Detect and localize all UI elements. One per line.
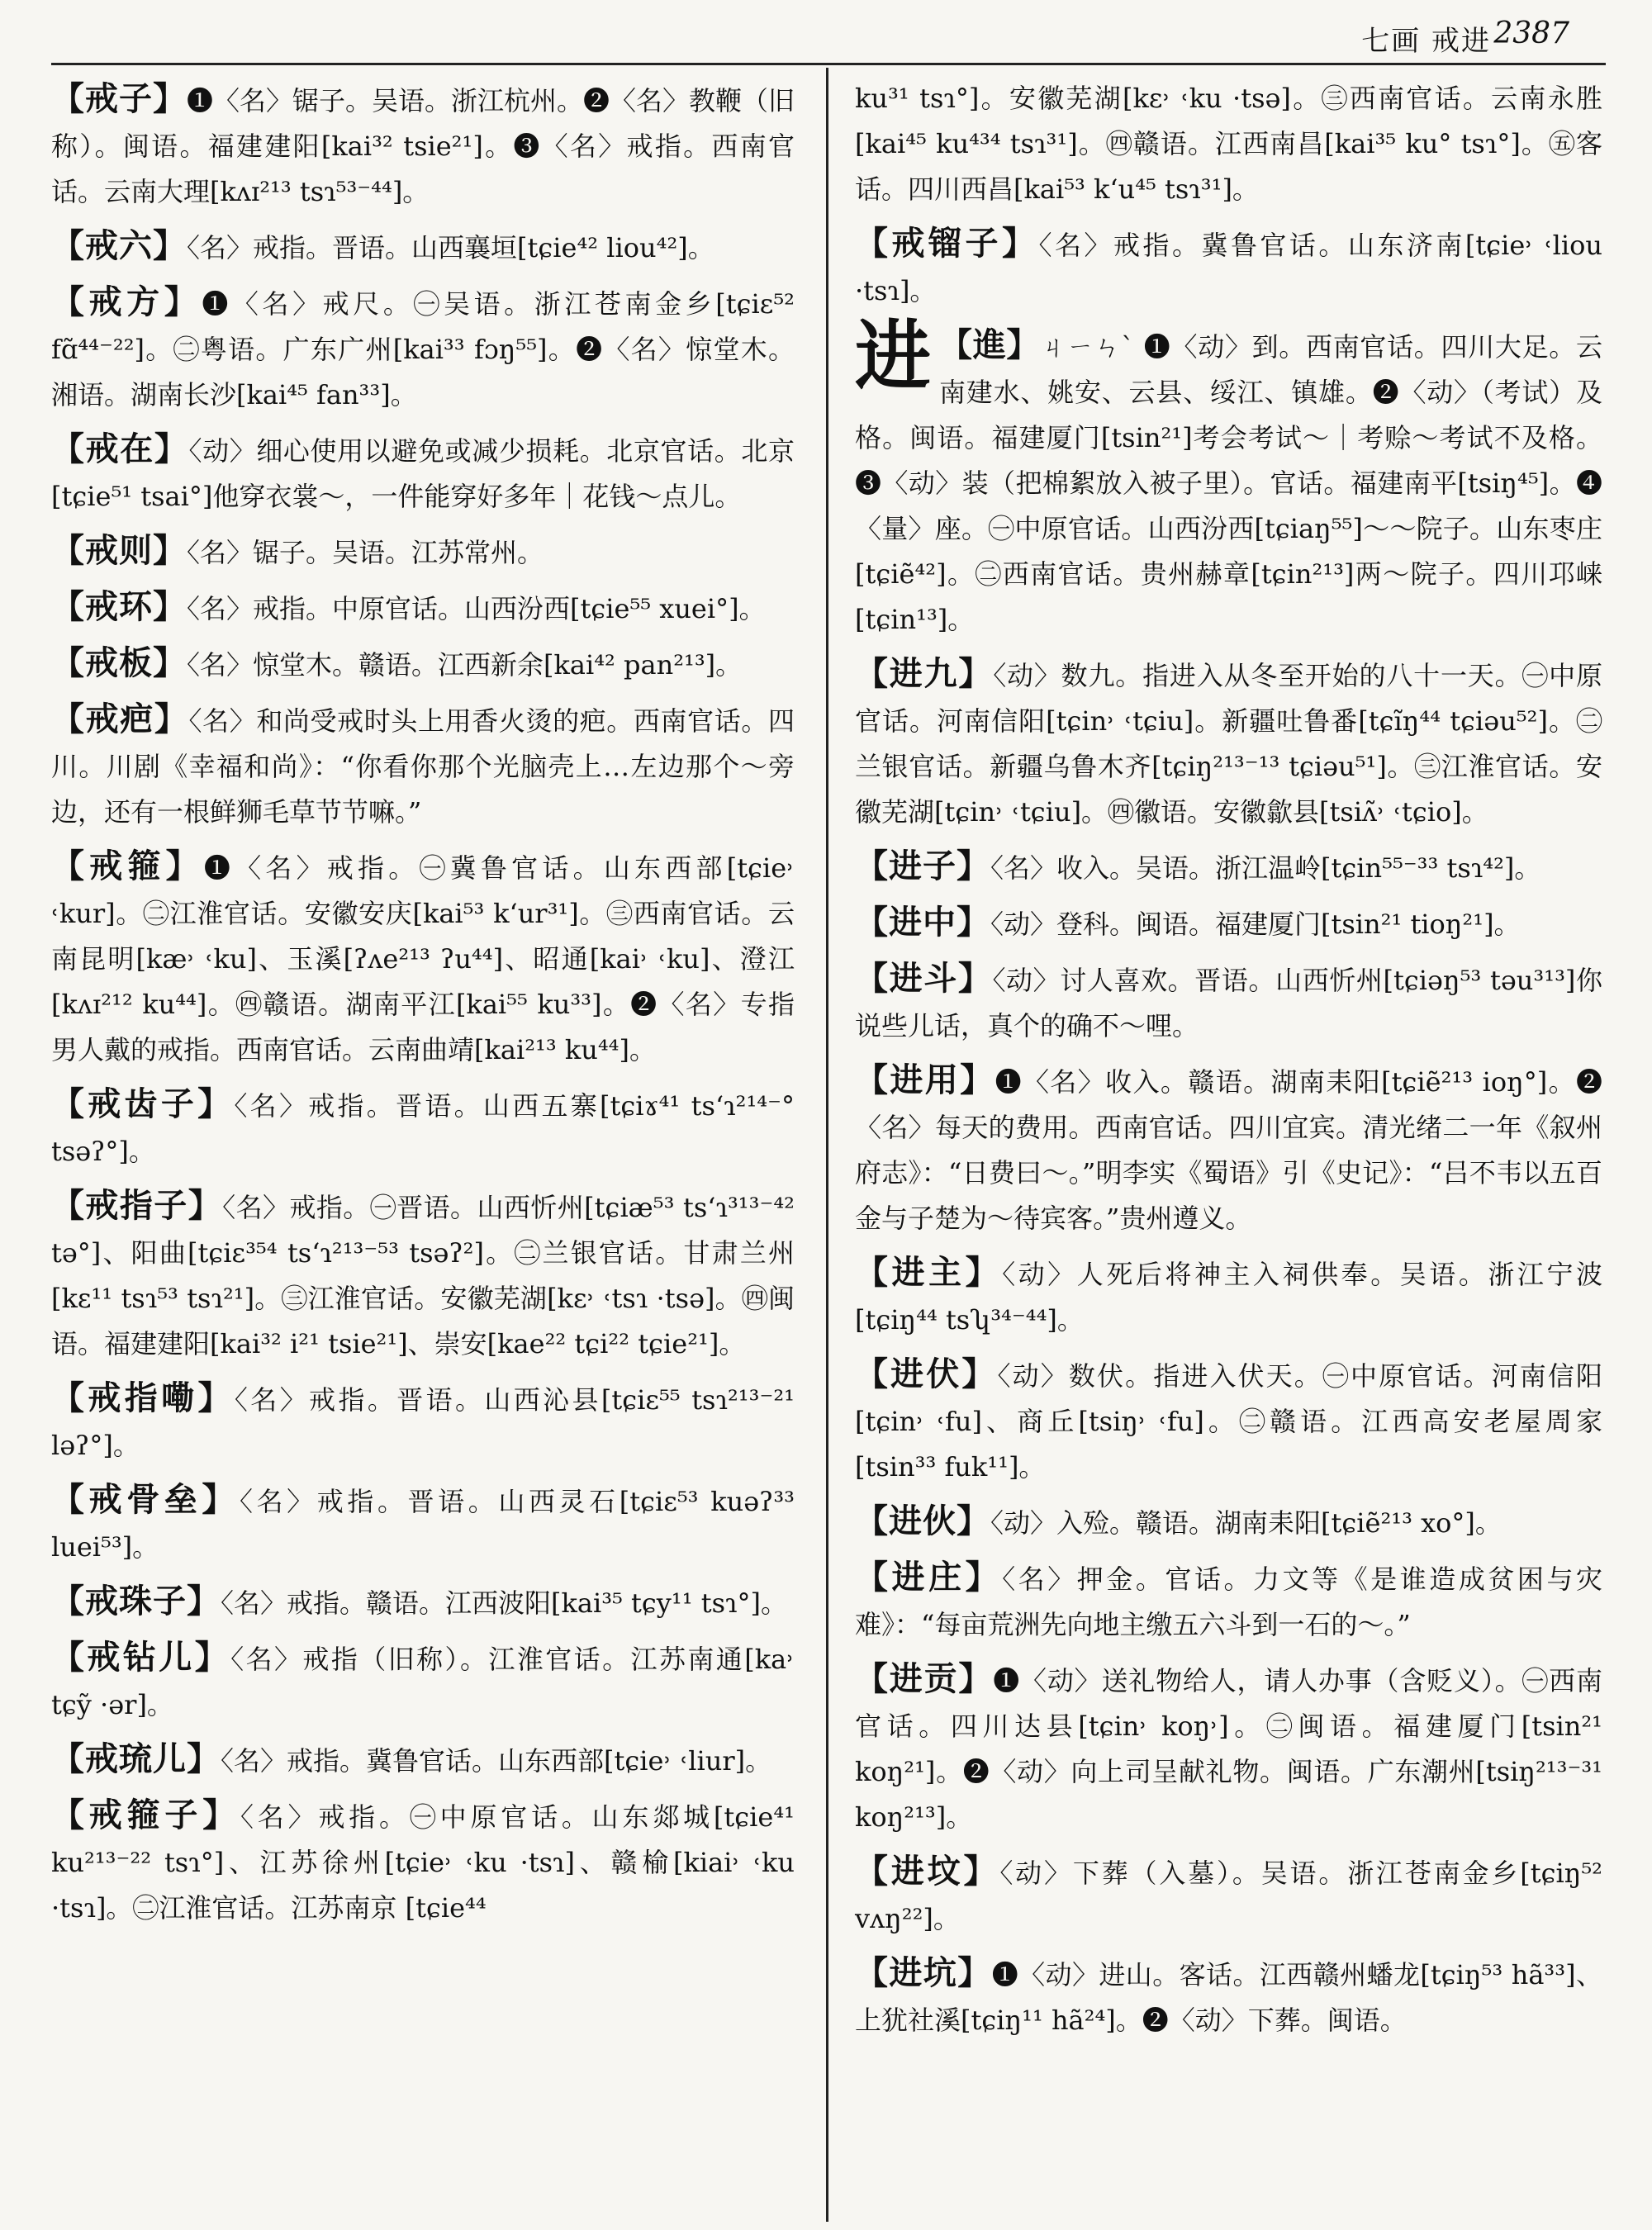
entry-definition: 〈名〉戒指。冀鲁官话。山东西部[tɕie˒ ˓liur]。 [221, 1745, 772, 1777]
entry-definition: 〈动〉数伏。指进入伏天。㊀中原官话。河南信阳[tɕin˒ ˓fu]、商丘[tsiŋ˒ ˓fu]。㊁赣语。江西高安老屋周家[tsin³³ fuk¹¹]。 [855, 1360, 1602, 1483]
entry-headword: 【戒箍】 [51, 847, 204, 885]
dictionary-entry [51, 528, 795, 576]
dictionary-entry [51, 279, 795, 418]
entry-definition: 〈名〉锯子。吴语。江苏常州。 [187, 537, 544, 568]
dictionary-entry [855, 843, 1602, 891]
entry-headword: 【戒骨垒】 [51, 1480, 240, 1519]
entry-definition: ❶〈名〉收入。赣语。湖南耒阳[tɕiẽ²¹³ ioŋ°]。❷〈名〉每天的费用。西南官话。四川宜宾。清光绪二一年《叙州府志》：“日费曰～。”明李实《蜀语》引《史记》：“吕不韦以五百金与子楚为～待宾客。”贵州遵义。 [855, 1066, 1602, 1234]
entry-definition: 〈名〉戒指。中原官话。山西汾西[tɕie⁵⁵ xuei°]。 [187, 593, 766, 624]
dictionary-entry [51, 1375, 795, 1468]
left-column [51, 76, 795, 1939]
page-number: 2387 [1493, 17, 1569, 50]
entry-definition: 〈名〉和尚受戒时头上用香火烫的疤。西南官话。四川。川剧《幸福和尚》：“你看你那个光脑壳上…左边那个～旁边，还有一根鲜狮毛草节节嘛。” [51, 705, 795, 828]
entry-definition: 〈名〉戒指。㊀晋语。山西忻州[tɕiæ⁵³ tsʻɿ³¹³⁻⁴² tə°]、阳曲[tɕiɛ³⁵⁴ tsʻɿ²¹³⁻⁵³ tsəʔ²]。㊁兰银官话。甘肃兰州[kɛ¹¹ tsɿ⁵³ tsɿ²¹]。㊂江淮官话。安徽芜湖[kɛ˒ ˓tsɿ ·tsə]。㊃闽语。福建建阳[kai³² i²¹ tsie²¹]、崇安[kae²² tɕi²² tɕie²¹]。 [51, 1192, 795, 1359]
entry-headword: 【戒疤】 [51, 700, 189, 738]
entry-definition: 〈名〉戒指。㊀中原官话。山东郯城[tɕie⁴¹ ku²¹³⁻²² tsɿ°]、江苏徐州[tɕie˒ ˓ku ·tsɿ]、赣榆[kiai˒ ˓ku ·tsɿ]。㊁江淮官话。江苏南京 [tɕie⁴⁴ [51, 1801, 795, 1924]
dictionary-entry [51, 843, 795, 1073]
dictionary-entry [51, 1736, 795, 1784]
dictionary-entry [51, 1635, 795, 1728]
dictionary-entry [855, 1950, 1602, 2043]
entry-headword: 【进伙】 [855, 1502, 990, 1540]
entry-definition: 〈动〉入殓。赣语。湖南耒阳[tɕiẽ²¹³ xo°]。 [990, 1507, 1502, 1539]
entry-headword: 【戒钻儿】 [51, 1638, 231, 1677]
entry-definition: ❶〈动〉送礼物给人，请人办事（含贬义）。㊀西南官话。四川达县[tɕin˒ koŋ˒]。㊁闽语。福建厦门[tsin²¹ koŋ²¹]。❷〈动〉向上司呈献礼物。闽语。广东潮州[tsiŋ²¹³⁻³¹ koŋ²¹³]。 [855, 1665, 1602, 1833]
entry-headword: 【戒板】 [51, 643, 187, 682]
entry-headword: 【进中】 [855, 903, 990, 942]
entry-definition: 〈名〉戒指。赣语。江西波阳[kai³⁵ tɕy¹¹ tsɿ°]。 [221, 1587, 787, 1619]
entry-definition: ❶〈名〉锯子。吴语。浙江杭州。❷〈名〉教鞭（旧称）。闽语。福建建阳[kai³² tsie²¹]。❸〈名〉戒指。西南官话。云南大理[kʌɪ²¹³ tsɿ⁵³⁻⁴⁴]。 [51, 85, 795, 207]
entry-definition: 〈动〉数九。指进入从冬至开始的八十一天。㊀中原官话。河南信阳[tɕin˒ ˓tɕiu]。新疆吐鲁番[tɕĩŋ⁴⁴ tɕiəu⁵²]。㊁兰银官话。新疆乌鲁木齐[tɕiŋ²¹³⁻¹³ tɕiəu⁵¹]。㊂江淮官话。安徽芜湖[tɕin˒ ˓tɕiu]。㊃徽语。安徽歙县[tsiʌ̃˒ ˓tɕio]。 [855, 660, 1602, 828]
entry-headword: 【戒箍子】 [51, 1796, 241, 1834]
dictionary-entry [855, 221, 1602, 314]
page-header [0, 0, 1652, 66]
dictionary-entry [855, 1250, 1602, 1343]
entry-definition: 〈动〉细心使用以避免或减少损耗。北京官话。北京[tɕie⁵¹ tsai°]他穿衣裳～，一件能穿好多年｜花钱～点儿。 [51, 435, 795, 512]
dictionary-entry [855, 1656, 1602, 1840]
column-divider [826, 68, 828, 2222]
main-headword-character: 进 [855, 311, 932, 401]
entry-definition: 〈名〉押金。官话。力文等《是谁造成贫困与灾难》：“每亩荒洲先向地主缴五六斗到一石的～。” [855, 1563, 1602, 1640]
entry-headword: 【戒珠子】 [51, 1582, 221, 1620]
entry-definition: ❶〈名〉戒尺。㊀吴语。浙江苍南金乡[tɕiɛ⁵² fɑ̃⁴⁴⁻²²]。㊁粤语。广东广州[kai³³ fɔŋ⁵⁵]。❷〈名〉惊堂木。湘语。湖南长沙[kai⁴⁵ fan³³]。 [51, 288, 795, 410]
entry-headword: 【戒齿子】 [51, 1084, 235, 1123]
dictionary-entry [51, 1792, 795, 1931]
entry-definition: 〈名〉戒指（旧称）。江淮官话。江苏南通[ka˒ tɕỹ ·ər]。 [51, 1644, 795, 1720]
entry-headword: 【进坑】 [855, 1953, 992, 1992]
dictionary-entry [855, 651, 1602, 835]
entry-definition: ku³¹ tsɿ°]。安徽芜湖[kɛ˒ ˓ku ·tsə]。㊂西南官话。云南永胜[kai⁴⁵ ku⁴³⁴ tsɿ³¹]。㊃赣语。江西南昌[kai³⁵ ku° tsɿ°]。㊄客话。四川西昌[kai⁵³ kʻu⁴⁵ tsɿ³¹]。 [855, 83, 1602, 205]
entry-definition: 〈名〉戒指。晋语。山西灵石[tɕiɛ⁵³ kuəʔ³³ luei⁵³]。 [51, 1486, 795, 1563]
entry-headword: 【戒六】 [51, 226, 187, 265]
dictionary-entry [855, 1351, 1602, 1490]
entry-definition: 〈名〉戒指。冀鲁官话。山东济南[tɕie˒ ˓liou ·tsɿ]。 [855, 230, 1602, 306]
dictionary-entry [51, 76, 795, 215]
dictionary-entry [51, 1081, 795, 1174]
dictionary-entry [855, 1848, 1602, 1942]
entry-definition: ❶〈动〉进山。客话。江西赣州蟠龙[tɕiŋ⁵³ hã³³]、上犹社溪[tɕiŋ¹¹ hã²⁴]。❷〈动〉下葬。闽语。 [855, 1959, 1602, 2036]
entry-headword: 【戒镏子】 [855, 224, 1039, 263]
header-rule [51, 63, 1606, 65]
entry-definition: 〈名〉收入。吴语。浙江温岭[tɕin⁵⁵⁻³³ tsɿ⁴²]。 [990, 852, 1541, 884]
entry-definition: 〈动〉下葬（入墓）。吴语。浙江苍南金乡[tɕiŋ⁵² vʌŋ²²]。 [855, 1858, 1602, 1934]
entry-headword: 【进子】 [855, 847, 990, 885]
dictionary-entry [51, 640, 795, 688]
entry-definition: 〈动〉登科。闽语。福建厦门[tsin²¹ tioŋ²¹]。 [990, 909, 1521, 940]
dictionary-entry [855, 899, 1602, 947]
dictionary-entry [51, 696, 795, 835]
dictionary-entry [51, 1578, 795, 1626]
dictionary-entry [855, 76, 1602, 212]
entry-headword: 【进主】 [855, 1253, 1003, 1292]
dictionary-entry [855, 1498, 1602, 1546]
entry-headword: 【进九】 [855, 654, 994, 693]
dictionary-entry [855, 956, 1602, 1049]
entry-headword: 【进贡】 [855, 1659, 994, 1698]
entry-headword: 【戒子】 [51, 79, 187, 118]
entry-definition: 〈名〉戒指。晋语。山西五寨[tɕiɤ⁴¹ tsʻɿ²¹⁴⁻° tsəʔ°]。 [51, 1090, 795, 1167]
entry-headword: 【戒在】 [51, 429, 189, 468]
entry-headword: 【戒则】 [51, 531, 187, 570]
entry-headword: 【进庄】 [855, 1558, 1003, 1597]
right-column [855, 76, 1602, 2052]
traditional-form: 【進】 [939, 325, 1041, 364]
entry-headword: 【戒琉儿】 [51, 1739, 221, 1778]
entry-headword: 【进用】 [855, 1060, 995, 1099]
dictionary-entry [51, 223, 795, 271]
entry-headword: 【进坟】 [855, 1852, 1000, 1891]
dictionary-entry [855, 311, 1602, 643]
entry-definition: 〈动〉人死后将神主入祠供奉。吴语。浙江宁波[tɕiŋ⁴⁴ tsʮ³⁴⁻⁴⁴]。 [855, 1259, 1602, 1336]
dictionary-entry [51, 1183, 795, 1367]
entry-definition: 〈动〉讨人喜欢。晋语。山西忻州[tɕiəŋ⁵³ təu³¹³]你说些儿话，真个的确不～哩。 [855, 965, 1602, 1041]
entry-headword: 【进斗】 [855, 959, 993, 998]
dictionary-entry [51, 584, 795, 632]
entry-definition: ❶〈名〉戒指。㊀冀鲁官话。山东西部[tɕie˒ ˓kur]。㊁江淮官话。安徽安庆[kai⁵³ kʻur³¹]。㊂西南官话。云南昆明[kæ˒ ˓ku]、玉溪[ʔʌe²¹³ ʔu⁴⁴]、昭通[kai˒ ˓ku]、澄江[kʌɪ²¹² ku⁴⁴]。㊃赣语。湖南平江[kai⁵⁵ ku³³]。❷〈名〉专指男人戴的戒指。西南官话。云南曲靖[kai²¹³ ku⁴⁴]。 [51, 852, 795, 1065]
dictionary-entry [855, 1554, 1602, 1648]
dictionary-entry [51, 1477, 795, 1570]
entry-headword: 【戒指嘞】 [51, 1378, 235, 1417]
entry-headword: 【戒指子】 [51, 1186, 223, 1225]
dictionary-entry [51, 426, 795, 520]
entry-definition: 〈名〉戒指。晋语。山西襄垣[tɕie⁴² liou⁴²]。 [187, 232, 714, 263]
entry-headword: 【戒环】 [51, 587, 187, 626]
entry-headword: 【戒方】 [51, 282, 202, 321]
section-title: 七画 戒进 [1361, 25, 1491, 58]
entry-headword: 【进伏】 [855, 1355, 998, 1393]
dictionary-entry [855, 1057, 1602, 1241]
entry-definition: 〈名〉戒指。晋语。山西沁县[tɕiɛ⁵⁵ tsɿ²¹³⁻²¹ ləʔ°]。 [51, 1384, 795, 1461]
entry-definition: 〈名〉惊堂木。赣语。江西新余[kai⁴² pan²¹³]。 [187, 649, 743, 681]
entry-definition: ㄐㄧㄣˋ ❶〈动〉到。西南官话。四川大足。云南建水、姚安、云县、绥江、镇雄。❷〈动〉（考试）及格。闽语。福建厦门[tsin²¹]考会考试～｜考赊～考试不及格。❸〈动〉装（把棉絮放入被子里）。官话。福建南平[tsiŋ⁴⁵]。❹〈量〉座。㊀中原官话。山西汾西[tɕiaŋ⁵⁵]～～院子。山东枣庄[tɕiẽ⁴²]。㊁西南官话。贵州赫章[tɕin²¹³]两～院子。四川邛崃[tɕin¹³]。 [855, 331, 1602, 635]
